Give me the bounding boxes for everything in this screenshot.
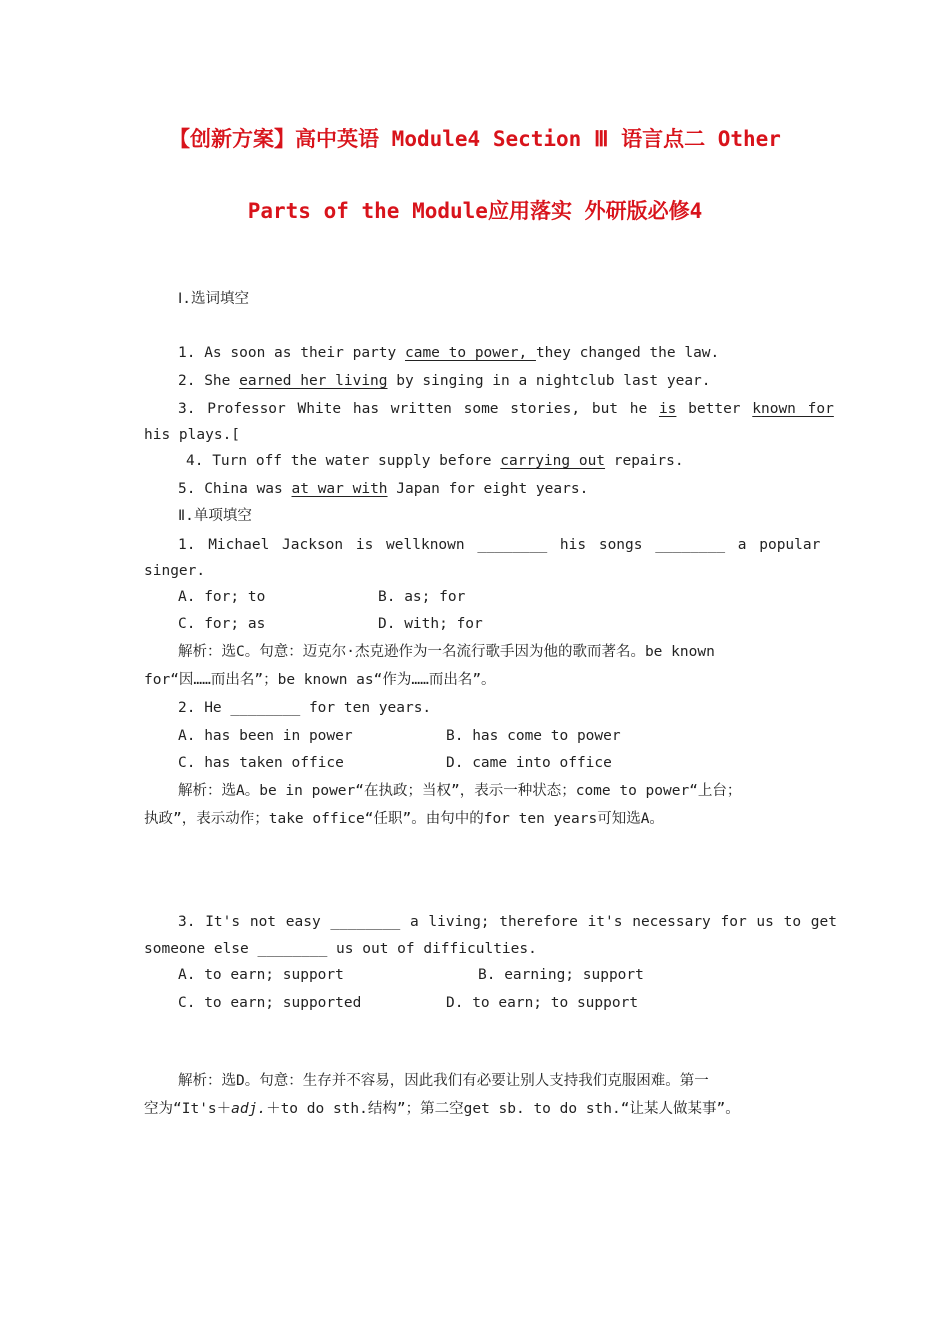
document-title-line1: 【创新方案】高中英语 Module4 Section Ⅲ 语言点二 Other	[169, 127, 781, 151]
question-3-cont: someone else ________ us out of difficulties.	[144, 941, 537, 957]
question-1-stem: 1. Michael Jackson is wellknown ________ his songs ________ a popular	[178, 537, 821, 553]
fill-item-4: 4. Turn off the water supply before carrying out repairs.	[186, 453, 684, 469]
q3-option-b: B. earning; support	[478, 967, 644, 983]
q2-option-a: A. has been in power	[178, 728, 353, 744]
q1-option-b: B. as; for	[378, 589, 466, 605]
q2-explanation-2: 执政”，表示动作；take office“任职”。由句中的for ten years可知选A。	[144, 811, 664, 827]
document-title-line2: Parts of the Module应用落实 外研版必修4	[247, 199, 703, 223]
q2-option-b: B. has come to power	[446, 728, 621, 744]
question-2-stem: 2. He ________ for ten years.	[178, 700, 432, 716]
question-1-cont: singer.	[144, 563, 206, 579]
q1-option-a: A. for; to	[178, 589, 266, 605]
q1-option-c: C. for; as	[178, 616, 266, 632]
question-3-stem: 3. It's not easy ________ a living; therefore it's necessary for us to get	[178, 914, 838, 930]
answer: came to power,	[404, 345, 536, 361]
q3-explanation-2: 空为“It's＋adj.＋to do sth.结构”；第二空get sb. to do sth.“让某人做某事”。	[144, 1101, 740, 1117]
answer: known for	[752, 401, 834, 417]
section2-heading: Ⅱ.单项填空	[178, 508, 252, 524]
answer: at war with	[291, 481, 388, 497]
q3-option-d: D. to earn; to support	[446, 995, 639, 1011]
fill-item-3: 3. Professor White has written some stories, but he is better known for	[178, 401, 834, 417]
answer: earned her living	[239, 373, 388, 389]
q1-option-d: D. with; for	[378, 616, 483, 632]
q3-option-c: C. to earn; supported	[178, 995, 362, 1011]
section1-heading: Ⅰ.选词填空	[178, 291, 250, 307]
q2-option-c: C. has taken office	[178, 755, 344, 771]
answer: is	[658, 401, 677, 417]
fill-item-2: 2. She earned her living by singing in a nightclub last year.	[178, 373, 711, 389]
q2-explanation-1: 解析：选A。be in power“在执政；当权”，表示一种状态；come to power“上台；	[178, 783, 742, 799]
q3-explanation-1: 解析：选D。句意：生存并不容易，因此我们有必要让别人支持我们克服困难。第一	[178, 1073, 709, 1089]
answer: carrying out	[500, 453, 606, 469]
fill-item-5: 5. China was at war with Japan for eight years.	[178, 481, 589, 497]
q1-explanation-1: 解析：选C。句意：迈克尔·杰克逊作为一名流行歌手因为他的歌而著名。be known	[178, 644, 715, 660]
fill-item-3-cont: his plays.[	[144, 427, 241, 443]
fill-item-1: 1. As soon as their party came to power, they changed the law.	[178, 345, 720, 361]
q3-option-a: A. to earn; support	[178, 967, 344, 983]
q1-explanation-2: for“因……而出名”；be known as“作为……而出名”。	[144, 672, 496, 688]
q2-option-d: D. came into office	[446, 755, 612, 771]
